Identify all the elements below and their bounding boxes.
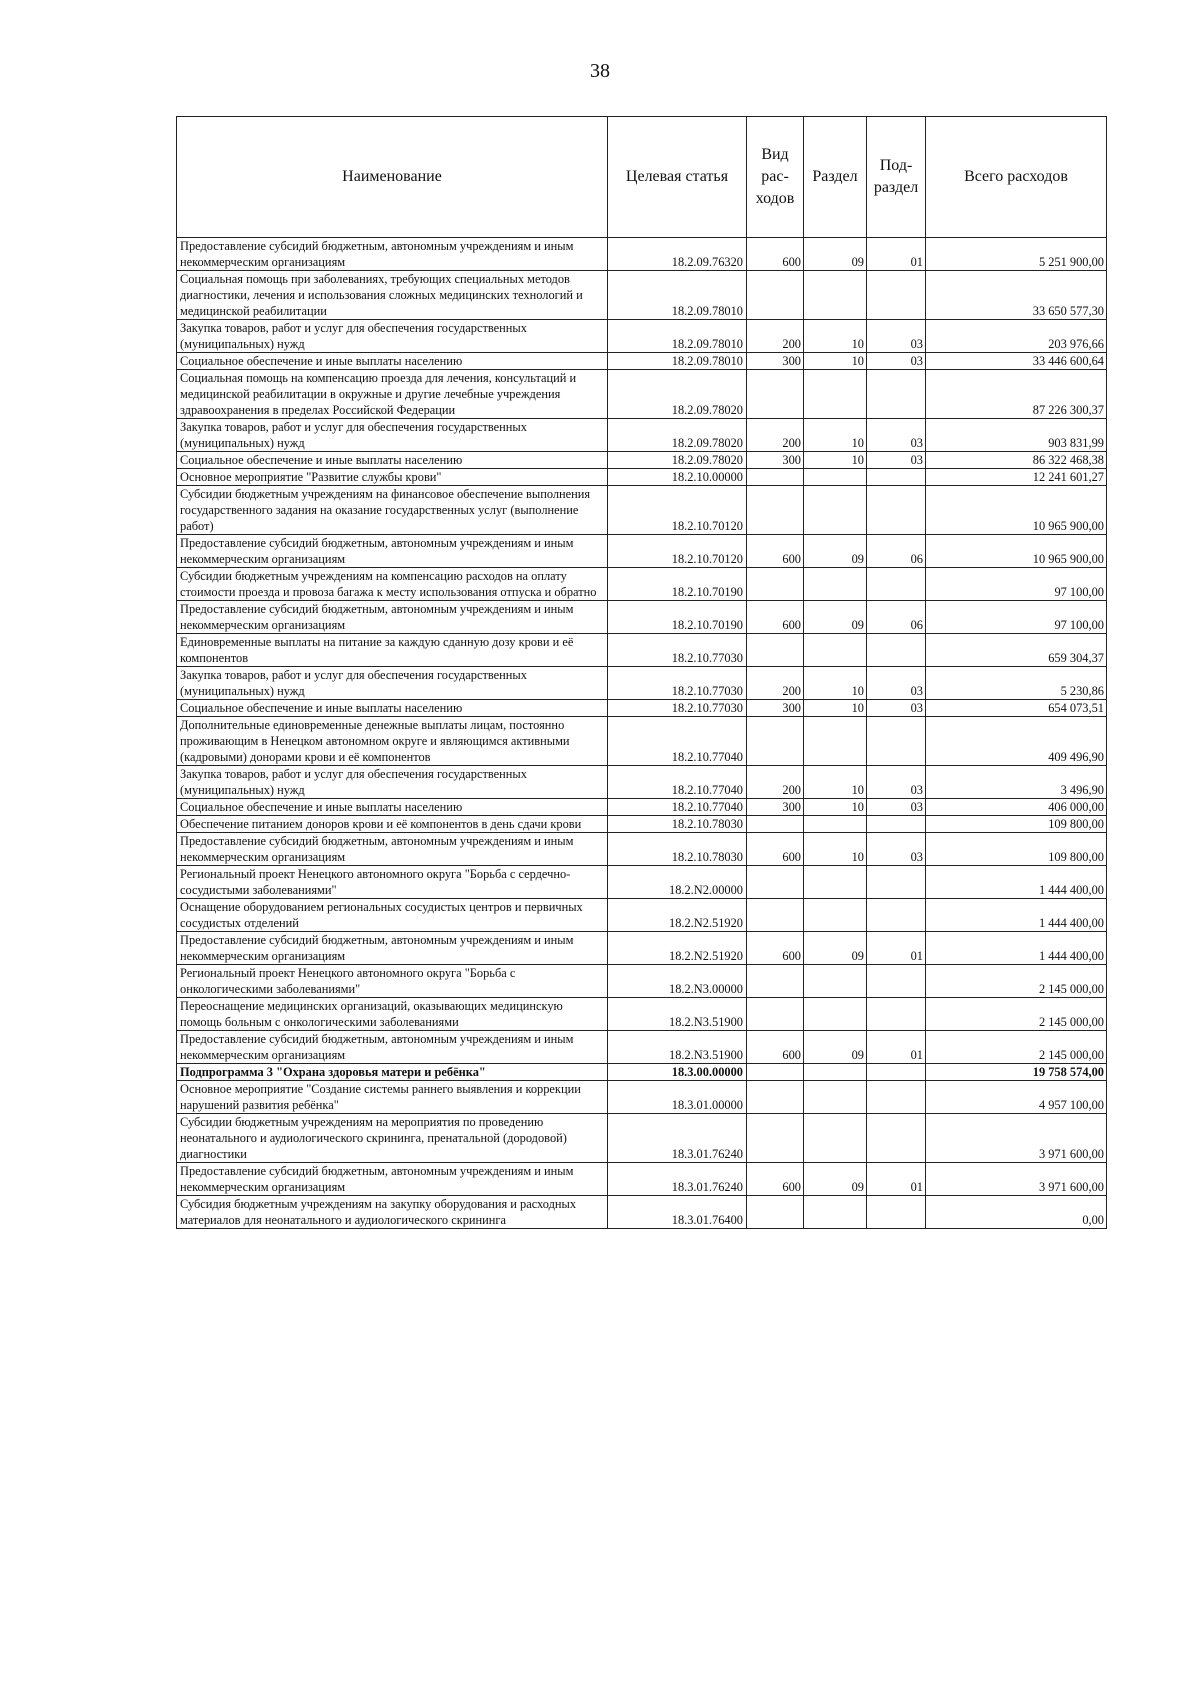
cell-subsection bbox=[867, 370, 926, 419]
table-body bbox=[177, 238, 1107, 1229]
cell-section bbox=[804, 486, 867, 535]
table-row bbox=[177, 370, 1107, 419]
cell-expense-kind: 600 bbox=[747, 932, 804, 965]
cell-name: Оснащение оборудованием региональных сосудистых центров и первичных сосудистых отделений bbox=[177, 899, 608, 932]
cell-target-article: 18.2.10.77040 bbox=[608, 717, 747, 766]
cell-name: Закупка товаров, работ и услуг для обеспечения государственных (муниципальных) нужд bbox=[177, 419, 608, 452]
cell-target-article: 18.2.09.78020 bbox=[608, 452, 747, 469]
table-row bbox=[177, 799, 1107, 816]
cell-name: Подпрограмма 3 "Охрана здоровья матери и ребёнка" bbox=[177, 1064, 608, 1081]
table-header-row bbox=[177, 117, 1107, 238]
cell-target-article: 18.3.00.00000 bbox=[608, 1064, 747, 1081]
header-total: Всего расходов bbox=[926, 117, 1107, 238]
cell-name: Переоснащение медицинских организаций, оказывающих медицинскую помощь больным с онкологическими заболеваниями bbox=[177, 998, 608, 1031]
cell-subsection: 03 bbox=[867, 419, 926, 452]
header-section: Раздел bbox=[804, 117, 867, 238]
table-row bbox=[177, 1196, 1107, 1229]
table-row bbox=[177, 535, 1107, 568]
cell-section bbox=[804, 1064, 867, 1081]
cell-target-article: 18.2.N2.51920 bbox=[608, 899, 747, 932]
cell-subsection: 01 bbox=[867, 238, 926, 271]
cell-expense-kind bbox=[747, 1064, 804, 1081]
cell-expense-kind: 300 bbox=[747, 799, 804, 816]
cell-total: 86 322 468,38 bbox=[926, 452, 1107, 469]
cell-section bbox=[804, 998, 867, 1031]
cell-subsection: 03 bbox=[867, 320, 926, 353]
cell-expense-kind bbox=[747, 816, 804, 833]
cell-section bbox=[804, 271, 867, 320]
cell-target-article: 18.2.10.77040 bbox=[608, 799, 747, 816]
cell-section bbox=[804, 866, 867, 899]
cell-subsection bbox=[867, 816, 926, 833]
cell-name: Закупка товаров, работ и услуг для обеспечения государственных (муниципальных) нужд bbox=[177, 766, 608, 799]
header-subsection: Под-раздел bbox=[867, 117, 926, 238]
cell-section: 10 bbox=[804, 799, 867, 816]
cell-subsection: 03 bbox=[867, 353, 926, 370]
cell-subsection bbox=[867, 271, 926, 320]
cell-section bbox=[804, 1081, 867, 1114]
cell-name: Субсидии бюджетным учреждениям на компенсацию расходов на оплату стоимости проезда и провоза багажа к месту использования отпуска и обратно bbox=[177, 568, 608, 601]
cell-subsection: 01 bbox=[867, 932, 926, 965]
table-row bbox=[177, 717, 1107, 766]
cell-subsection bbox=[867, 1081, 926, 1114]
cell-total: 5 230,86 bbox=[926, 667, 1107, 700]
cell-total: 409 496,90 bbox=[926, 717, 1107, 766]
cell-expense-kind: 200 bbox=[747, 419, 804, 452]
cell-name: Закупка товаров, работ и услуг для обеспечения государственных (муниципальных) нужд bbox=[177, 667, 608, 700]
cell-expense-kind: 200 bbox=[747, 320, 804, 353]
cell-total: 3 971 600,00 bbox=[926, 1163, 1107, 1196]
cell-total: 5 251 900,00 bbox=[926, 238, 1107, 271]
cell-subsection bbox=[867, 717, 926, 766]
cell-section bbox=[804, 370, 867, 419]
budget-table-wrapper bbox=[176, 116, 1106, 1229]
cell-name: Региональный проект Ненецкого автономного округа "Борьба с сердечно-сосудистыми заболеваниями" bbox=[177, 866, 608, 899]
cell-target-article: 18.2.N3.00000 bbox=[608, 965, 747, 998]
cell-expense-kind: 600 bbox=[747, 601, 804, 634]
cell-subsection bbox=[867, 1196, 926, 1229]
cell-total: 109 800,00 bbox=[926, 816, 1107, 833]
cell-name: Предоставление субсидий бюджетным, автономным учреждениям и иным некоммерческим организациям bbox=[177, 1163, 608, 1196]
cell-total: 19 758 574,00 bbox=[926, 1064, 1107, 1081]
cell-name: Основное мероприятие "Создание системы раннего выявления и коррекции нарушений развития ребёнка" bbox=[177, 1081, 608, 1114]
cell-target-article: 18.2.N2.51920 bbox=[608, 932, 747, 965]
cell-section: 09 bbox=[804, 238, 867, 271]
cell-subsection: 03 bbox=[867, 667, 926, 700]
cell-name: Закупка товаров, работ и услуг для обеспечения государственных (муниципальных) нужд bbox=[177, 320, 608, 353]
table-row bbox=[177, 486, 1107, 535]
cell-name: Субсидия бюджетным учреждениям на закупку оборудования и расходных материалов для неонатального и аудиологического скрининга bbox=[177, 1196, 608, 1229]
cell-total: 3 971 600,00 bbox=[926, 1114, 1107, 1163]
header-name: Наименование bbox=[177, 117, 608, 238]
table-row bbox=[177, 238, 1107, 271]
table-row bbox=[177, 271, 1107, 320]
cell-target-article: 18.2.10.70190 bbox=[608, 568, 747, 601]
cell-total: 10 965 900,00 bbox=[926, 535, 1107, 568]
table-row bbox=[177, 766, 1107, 799]
cell-target-article: 18.2.10.77030 bbox=[608, 634, 747, 667]
cell-name: Предоставление субсидий бюджетным, автономным учреждениям и иным некоммерческим организациям bbox=[177, 535, 608, 568]
cell-total: 406 000,00 bbox=[926, 799, 1107, 816]
cell-name: Предоставление субсидий бюджетным, автономным учреждениям и иным некоммерческим организациям bbox=[177, 601, 608, 634]
cell-name: Предоставление субсидий бюджетным, автономным учреждениям и иным некоммерческим организациям bbox=[177, 833, 608, 866]
cell-total: 33 446 600,64 bbox=[926, 353, 1107, 370]
cell-subsection bbox=[867, 998, 926, 1031]
cell-total: 3 496,90 bbox=[926, 766, 1107, 799]
cell-expense-kind: 600 bbox=[747, 535, 804, 568]
cell-target-article: 18.2.10.78030 bbox=[608, 816, 747, 833]
cell-total: 4 957 100,00 bbox=[926, 1081, 1107, 1114]
cell-target-article: 18.2.10.00000 bbox=[608, 469, 747, 486]
table-row bbox=[177, 568, 1107, 601]
cell-subsection: 03 bbox=[867, 833, 926, 866]
header-target-article: Целевая статья bbox=[608, 117, 747, 238]
cell-name: Субсидии бюджетным учреждениям на мероприятия по проведению неонатального и аудиологического скрининга, пренатальной (дородовой) диагностики bbox=[177, 1114, 608, 1163]
cell-expense-kind: 600 bbox=[747, 1031, 804, 1064]
table-row bbox=[177, 419, 1107, 452]
table-row bbox=[177, 866, 1107, 899]
header-expense-kind: Вид рас-ходов bbox=[747, 117, 804, 238]
cell-expense-kind bbox=[747, 486, 804, 535]
cell-target-article: 18.2.N3.51900 bbox=[608, 1031, 747, 1064]
cell-subsection bbox=[867, 1064, 926, 1081]
cell-section bbox=[804, 899, 867, 932]
table-row bbox=[177, 1031, 1107, 1064]
cell-expense-kind bbox=[747, 271, 804, 320]
cell-subsection: 01 bbox=[867, 1163, 926, 1196]
cell-expense-kind bbox=[747, 568, 804, 601]
table-row bbox=[177, 816, 1107, 833]
table-row bbox=[177, 601, 1107, 634]
cell-expense-kind bbox=[747, 1196, 804, 1229]
cell-name: Единовременные выплаты на питание за каждую сданную дозу крови и её компонентов bbox=[177, 634, 608, 667]
cell-total: 12 241 601,27 bbox=[926, 469, 1107, 486]
cell-subsection bbox=[867, 568, 926, 601]
cell-section bbox=[804, 568, 867, 601]
cell-target-article: 18.2.N3.51900 bbox=[608, 998, 747, 1031]
table-row bbox=[177, 1064, 1107, 1081]
cell-section: 09 bbox=[804, 601, 867, 634]
cell-subsection bbox=[867, 1114, 926, 1163]
cell-total: 659 304,37 bbox=[926, 634, 1107, 667]
table-row bbox=[177, 634, 1107, 667]
cell-subsection: 03 bbox=[867, 452, 926, 469]
cell-section: 10 bbox=[804, 766, 867, 799]
cell-section: 09 bbox=[804, 1163, 867, 1196]
table-row bbox=[177, 998, 1107, 1031]
table-row bbox=[177, 965, 1107, 998]
cell-section: 10 bbox=[804, 833, 867, 866]
cell-name: Социальное обеспечение и иные выплаты населению bbox=[177, 799, 608, 816]
cell-name: Предоставление субсидий бюджетным, автономным учреждениям и иным некоммерческим организациям bbox=[177, 238, 608, 271]
cell-target-article: 18.2.09.76320 bbox=[608, 238, 747, 271]
cell-section: 10 bbox=[804, 452, 867, 469]
cell-total: 2 145 000,00 bbox=[926, 965, 1107, 998]
cell-name: Предоставление субсидий бюджетным, автономным учреждениям и иным некоммерческим организациям bbox=[177, 932, 608, 965]
cell-expense-kind bbox=[747, 469, 804, 486]
cell-target-article: 18.3.01.76240 bbox=[608, 1163, 747, 1196]
cell-name: Предоставление субсидий бюджетным, автономным учреждениям и иным некоммерческим организациям bbox=[177, 1031, 608, 1064]
cell-name: Социальное обеспечение и иные выплаты населению bbox=[177, 700, 608, 717]
cell-expense-kind bbox=[747, 866, 804, 899]
cell-subsection bbox=[867, 469, 926, 486]
cell-target-article: 18.2.09.78020 bbox=[608, 370, 747, 419]
table-row bbox=[177, 452, 1107, 469]
cell-section bbox=[804, 816, 867, 833]
cell-target-article: 18.2.10.77030 bbox=[608, 700, 747, 717]
cell-expense-kind bbox=[747, 998, 804, 1031]
cell-name: Дополнительные единовременные денежные выплаты лицам, постоянно проживающим в Ненецком автономном округе и являющимся активными (кадровыми) донорами крови и её компонентов bbox=[177, 717, 608, 766]
cell-total: 1 444 400,00 bbox=[926, 932, 1107, 965]
cell-section: 09 bbox=[804, 1031, 867, 1064]
cell-target-article: 18.2.09.78010 bbox=[608, 271, 747, 320]
cell-target-article: 18.2.N2.00000 bbox=[608, 866, 747, 899]
cell-section: 09 bbox=[804, 535, 867, 568]
cell-expense-kind: 300 bbox=[747, 452, 804, 469]
cell-target-article: 18.2.10.70120 bbox=[608, 486, 747, 535]
table-row bbox=[177, 1163, 1107, 1196]
cell-subsection bbox=[867, 486, 926, 535]
cell-section: 09 bbox=[804, 932, 867, 965]
cell-target-article: 18.2.10.77040 bbox=[608, 766, 747, 799]
cell-subsection bbox=[867, 634, 926, 667]
cell-expense-kind: 300 bbox=[747, 700, 804, 717]
cell-expense-kind bbox=[747, 965, 804, 998]
cell-subsection bbox=[867, 965, 926, 998]
cell-target-article: 18.3.01.00000 bbox=[608, 1081, 747, 1114]
cell-section bbox=[804, 634, 867, 667]
cell-target-article: 18.2.10.70120 bbox=[608, 535, 747, 568]
cell-total: 903 831,99 bbox=[926, 419, 1107, 452]
cell-target-article: 18.2.09.78010 bbox=[608, 353, 747, 370]
cell-target-article: 18.3.01.76240 bbox=[608, 1114, 747, 1163]
cell-total: 2 145 000,00 bbox=[926, 1031, 1107, 1064]
cell-name: Основное мероприятие "Развитие службы крови" bbox=[177, 469, 608, 486]
cell-expense-kind: 200 bbox=[747, 766, 804, 799]
cell-target-article: 18.2.09.78020 bbox=[608, 419, 747, 452]
table-row bbox=[177, 1081, 1107, 1114]
cell-subsection: 03 bbox=[867, 766, 926, 799]
cell-expense-kind bbox=[747, 634, 804, 667]
budget-table bbox=[176, 116, 1107, 1229]
cell-total: 0,00 bbox=[926, 1196, 1107, 1229]
cell-expense-kind: 300 bbox=[747, 353, 804, 370]
cell-section: 10 bbox=[804, 700, 867, 717]
cell-total: 87 226 300,37 bbox=[926, 370, 1107, 419]
cell-total: 203 976,66 bbox=[926, 320, 1107, 353]
table-row bbox=[177, 469, 1107, 486]
cell-subsection: 01 bbox=[867, 1031, 926, 1064]
cell-target-article: 18.2.10.70190 bbox=[608, 601, 747, 634]
cell-expense-kind bbox=[747, 370, 804, 419]
cell-section bbox=[804, 965, 867, 998]
cell-subsection: 06 bbox=[867, 601, 926, 634]
cell-name: Социальная помощь на компенсацию проезда для лечения, консультаций и медицинской реабилитации в окружные и другие лечебные учреждения здравоохранения в пределах Российской Федерации bbox=[177, 370, 608, 419]
cell-subsection: 06 bbox=[867, 535, 926, 568]
table-row bbox=[177, 353, 1107, 370]
cell-section bbox=[804, 469, 867, 486]
cell-section bbox=[804, 1196, 867, 1229]
cell-total: 1 444 400,00 bbox=[926, 899, 1107, 932]
cell-expense-kind: 200 bbox=[747, 667, 804, 700]
table-row bbox=[177, 667, 1107, 700]
cell-subsection bbox=[867, 899, 926, 932]
cell-expense-kind bbox=[747, 899, 804, 932]
cell-target-article: 18.3.01.76400 bbox=[608, 1196, 747, 1229]
cell-name: Социальное обеспечение и иные выплаты населению bbox=[177, 452, 608, 469]
table-row bbox=[177, 833, 1107, 866]
cell-section: 10 bbox=[804, 320, 867, 353]
cell-total: 97 100,00 bbox=[926, 568, 1107, 601]
cell-subsection bbox=[867, 866, 926, 899]
cell-subsection: 03 bbox=[867, 799, 926, 816]
cell-section: 10 bbox=[804, 419, 867, 452]
cell-name: Обеспечение питанием доноров крови и её компонентов в день сдачи крови bbox=[177, 816, 608, 833]
cell-name: Региональный проект Ненецкого автономного округа "Борьба с онкологическими заболеваниями" bbox=[177, 965, 608, 998]
cell-subsection: 03 bbox=[867, 700, 926, 717]
cell-total: 2 145 000,00 bbox=[926, 998, 1107, 1031]
cell-total: 109 800,00 bbox=[926, 833, 1107, 866]
page-number: 38 bbox=[590, 60, 610, 82]
cell-total: 1 444 400,00 bbox=[926, 866, 1107, 899]
cell-expense-kind bbox=[747, 1114, 804, 1163]
table-row bbox=[177, 700, 1107, 717]
cell-expense-kind bbox=[747, 717, 804, 766]
cell-target-article: 18.2.10.77030 bbox=[608, 667, 747, 700]
cell-total: 33 650 577,30 bbox=[926, 271, 1107, 320]
cell-expense-kind: 600 bbox=[747, 1163, 804, 1196]
cell-expense-kind: 600 bbox=[747, 238, 804, 271]
cell-total: 654 073,51 bbox=[926, 700, 1107, 717]
cell-total: 97 100,00 bbox=[926, 601, 1107, 634]
cell-section: 10 bbox=[804, 353, 867, 370]
table-row bbox=[177, 899, 1107, 932]
cell-name: Социальная помощь при заболеваниях, требующих специальных методов диагностики, лечения и использования сложных медицинских технологий и медицинской реабилитации bbox=[177, 271, 608, 320]
table-row bbox=[177, 320, 1107, 353]
table-row bbox=[177, 932, 1107, 965]
cell-name: Субсидии бюджетным учреждениям на финансовое обеспечение выполнения государственного задания на оказание государственных услуг (выполнение работ) bbox=[177, 486, 608, 535]
cell-expense-kind: 600 bbox=[747, 833, 804, 866]
cell-target-article: 18.2.10.78030 bbox=[608, 833, 747, 866]
cell-section bbox=[804, 1114, 867, 1163]
cell-expense-kind bbox=[747, 1081, 804, 1114]
cell-target-article: 18.2.09.78010 bbox=[608, 320, 747, 353]
table-row bbox=[177, 1114, 1107, 1163]
cell-name: Социальное обеспечение и иные выплаты населению bbox=[177, 353, 608, 370]
cell-section bbox=[804, 717, 867, 766]
cell-section: 10 bbox=[804, 667, 867, 700]
cell-total: 10 965 900,00 bbox=[926, 486, 1107, 535]
